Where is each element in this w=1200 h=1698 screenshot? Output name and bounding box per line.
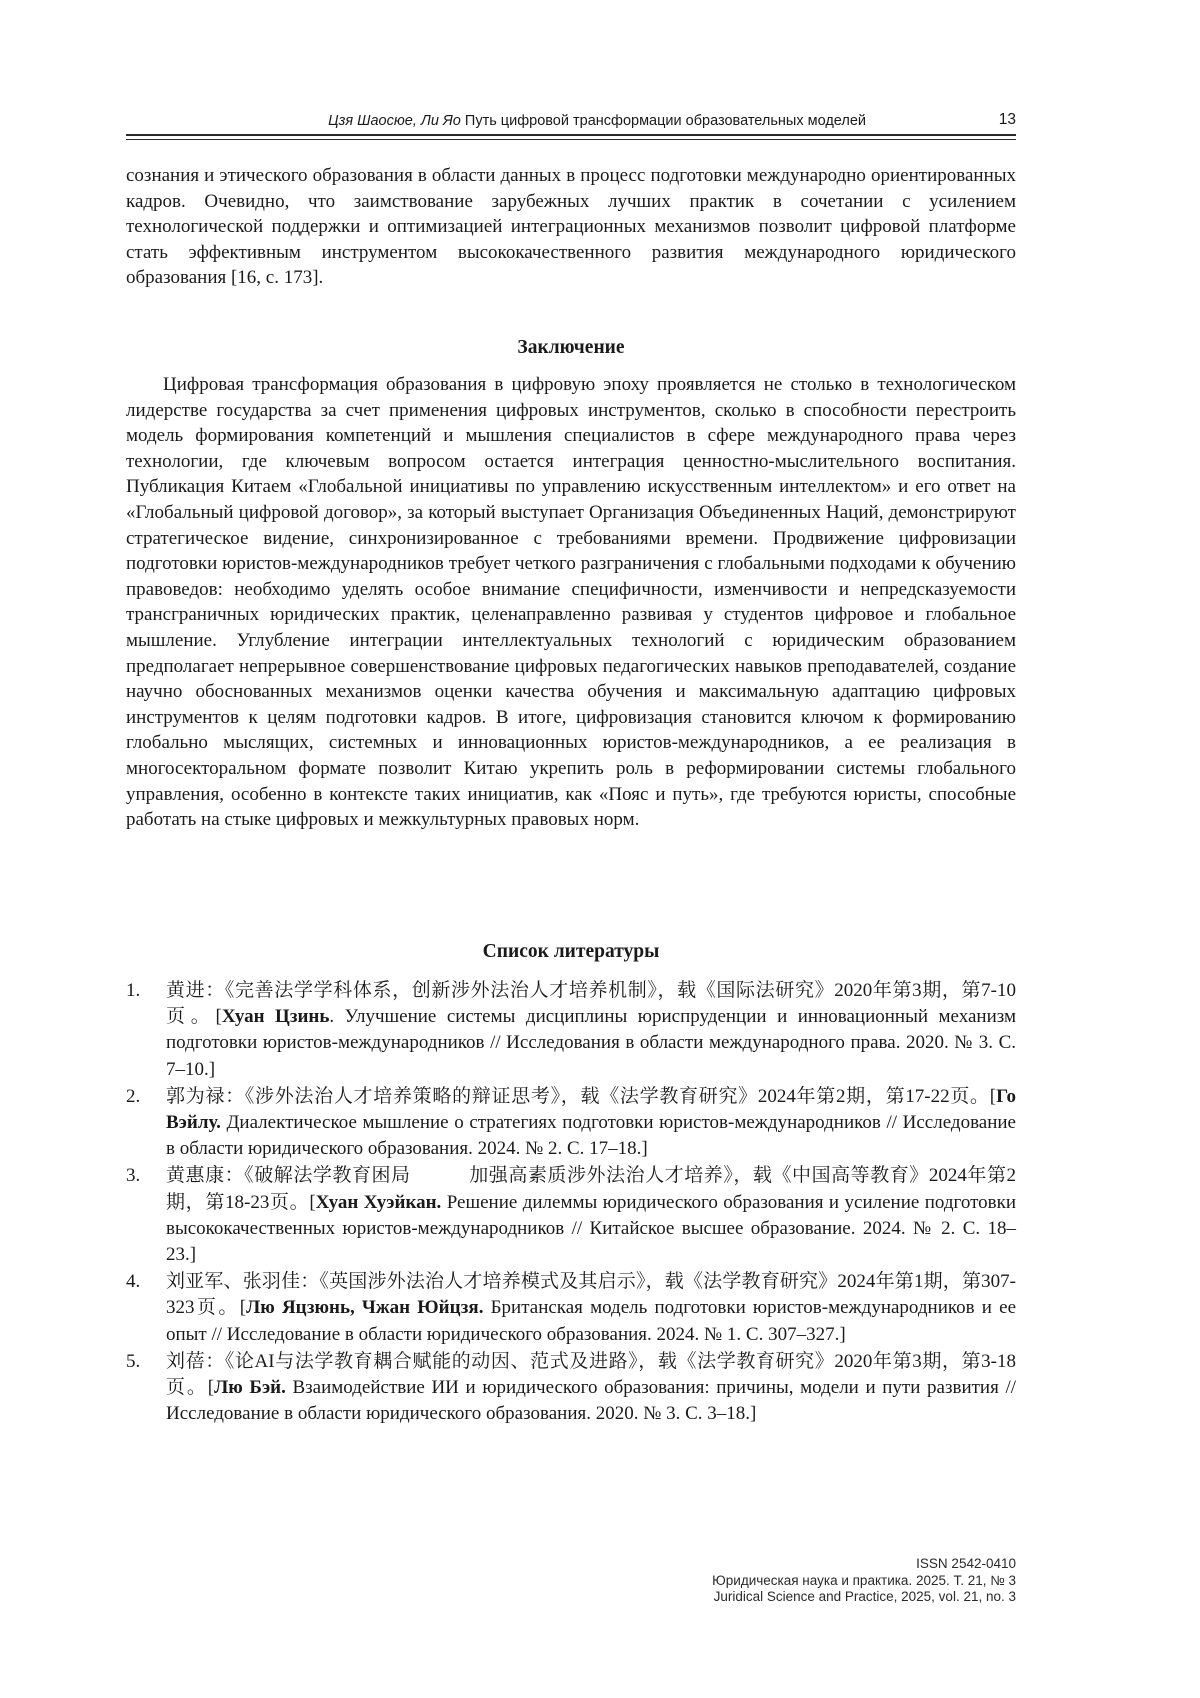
reference-author: Лю Бэй. bbox=[214, 1377, 286, 1399]
header-rule-thick bbox=[126, 134, 1016, 136]
header-rule-thin bbox=[126, 139, 1016, 140]
reference-item bbox=[126, 1349, 1016, 1428]
reference-item bbox=[126, 1084, 1016, 1163]
footer-issn: ISSN 2542-0410 bbox=[916, 1556, 1016, 1571]
reference-translation: . Улучшение системы дисциплины юриспруденции и инновационный механизм подготовки юристов-международников // Исследования в области международного права. 2020. № 3. С. 7–10.] bbox=[166, 1006, 1016, 1080]
reference-original: 刘亚军、张羽佳：《英国涉外法治人才培养模式及其启示》，载《法学教育研究》2024年第1期，第307-323页。[ bbox=[166, 1271, 1016, 1319]
reference-item bbox=[126, 1269, 1016, 1348]
reference-original: 黄进：《完善法学学科体系，创新涉外法治人才培养机制》，载《国际法研究》2020年第3期，第7-10页。[ bbox=[166, 980, 1016, 1028]
page-footer bbox=[712, 1556, 1016, 1606]
reference-translation: Британская модель подготовки юристов-международников и ее опыт // Исследование в области юридического образования. 2024. № 1. С. 307–327.] bbox=[166, 1297, 1017, 1345]
journal-page bbox=[126, 0, 1016, 1698]
reference-translation: Решение дилеммы юридического образования и усиление подготовки высококачественных юристов-международников // Китайское высшее образование. 2024. № 2. С. 18–23.] bbox=[166, 1191, 1016, 1266]
conclusion-paragraph: Цифровая трансформация образования в цифровую эпоху проявляется не столько в технологическом лидерстве государства за счет применения цифровых инструментов, сколько в способности перестроить модель формирования компетенций и мышления специалистов в сфере международного права через технологии, где ключевым вопросом остается интеграция ценностно-мыслительного воспитания. Публикация Китаем «Глобальной инициативы по управлению искусственным интеллектом» и его ответ на «Глобальный цифровой договор», за который выступает Организация Объединенных Наций, демонстрируют стратегическое видение, синхронизированное с требованиями времени. Продвижение цифровизации подготовки юристов-международников требует четкого разграничения с глобальными подходами к обучению правоведов: необходимо уделять особое внимание специфичности, изменчивости и непредсказуемости трансграничных юридических практик, целенаправленно развивая у студентов цифровое и глобальное мышление. Углубление интеграции интеллектуальных технологий с юридическим образованием предполагает непрерывное совершенствование цифровых педагогических навыков преподавателей, создание научно обоснованных механизмов оценки качества обучения и максимальную адаптацию цифровых инструментов к целям подготовки кадров. В итоге, цифровизация становится ключом к формированию глобально мыслящих, системных и инновационных юристов-международников, а ее реализация в многосекторальном формате позволит Китаю укрепить роль в реформировании системы глобального управления, особенно в контексте таких инициатив, как «Пояс и путь», где требуются юристы, способные работать на стыке цифровых и межкультурных правовых норм. bbox=[126, 374, 1016, 831]
reference-number: 4. bbox=[126, 1271, 141, 1293]
conclusion-heading: Заключение bbox=[517, 337, 625, 358]
reference-translation: Диалектическое мышление о стратегиях подготовки юристов-международников // Исследование в области юридического образования. 2024. № 2. С. 17–18.] bbox=[166, 1112, 1016, 1160]
reference-translation: Взаимодействие ИИ и юридического образования: причины, модели и пути развития // Исследование в области юридического образования. 2020. № 3. С. 3–18.] bbox=[166, 1377, 1017, 1425]
running-head-title: Путь цифровой трансформации образовательных моделей bbox=[464, 113, 866, 129]
reference-original: 刘蓓：《论AI与法学教育耦合赋能的动因、范式及进路》，载《法学教育研究》2020年第3期，第3-18页。[ bbox=[166, 1350, 1016, 1399]
reference-author: Хуан Хуэйкан. bbox=[315, 1191, 442, 1213]
reference-original: 郭为禄：《涉外法治人才培养策略的辩证思考》，载《法学教育研究》2024年第2期，第17-22页。[ bbox=[166, 1085, 997, 1107]
reference-number: 2. bbox=[126, 1085, 141, 1107]
reference-author: Хуан Цзинь bbox=[221, 1006, 330, 1028]
reference-item bbox=[126, 978, 1016, 1083]
running-head-text bbox=[328, 113, 866, 129]
running-head-authors: Цзя Шаосюе, Ли Яо bbox=[328, 113, 461, 129]
intro-paragraph: сознания и этического образования в области данных в процесс подготовки международно ориентированных кадров. Очевидно, что заимствование зарубежных лучших практик в сочетании с усилением технологической поддержки и оптимизацией интеграционных механизмов позволит цифровой платформе стать эффективным инструментом высококачественного развития международного юридического образования [16, с. 173]. bbox=[126, 165, 1016, 289]
reference-item bbox=[126, 1163, 1016, 1268]
reference-number: 3. bbox=[126, 1165, 141, 1187]
reference-number: 1. bbox=[126, 980, 141, 1001]
page-number: 13 bbox=[998, 111, 1016, 128]
reference-original: 黄惠康：《破解法学教育困局 加强高素质涉外法治人才培养》，载《中国高等教育》2024年第2期，第18-23页。[ bbox=[166, 1165, 1016, 1213]
references-heading: Список литературы bbox=[482, 941, 660, 962]
footer-journal-en: Juridical Science and Practice, 2025, vol. 21, no. 3 bbox=[713, 1589, 1016, 1604]
references-list bbox=[126, 978, 1016, 1428]
reference-author: Лю Яцзюнь, Чжан Юйцзя. bbox=[246, 1297, 484, 1319]
reference-number: 5. bbox=[126, 1350, 141, 1372]
running-head bbox=[126, 110, 1016, 134]
reference-author: Го Вэйлу. bbox=[166, 1085, 1016, 1134]
footer-journal-ru: Юридическая наука и практика. 2025. Т. 21, № 3 bbox=[712, 1572, 1016, 1588]
